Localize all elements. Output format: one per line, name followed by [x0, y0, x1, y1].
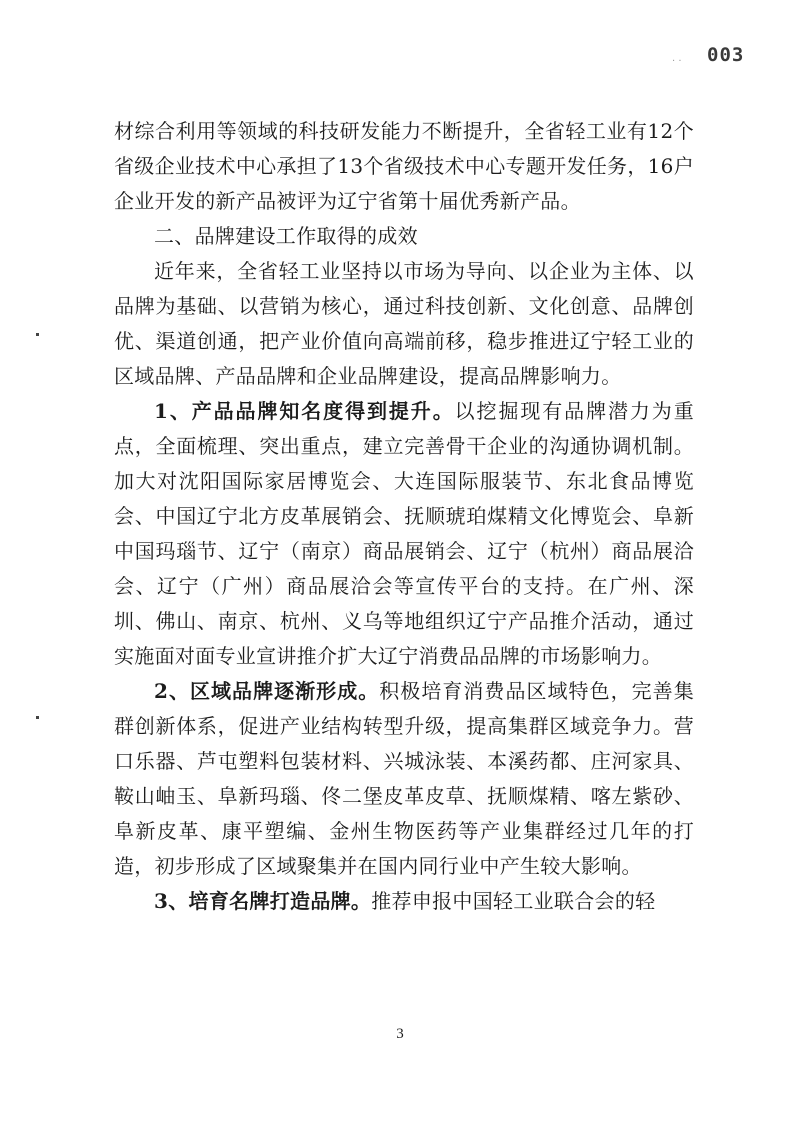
paragraph-intro: 近年来，全省轻工业坚持以市场为导向、以企业为主体、以品牌为基础、以营销为核心，通过科技创新、文化创意、品牌创优、渠道创通，把产业价值向高端前移，稳步推进辽宁轻工业的区域品牌、产品品牌和企业品牌建设，提高品牌影响力。: [114, 259, 694, 388]
paragraph-famous-brand: [114, 884, 694, 919]
section-heading: 二、品牌建设工作取得的成效: [154, 224, 418, 248]
paragraph-body: 推荐申报中国轻工业联合会的轻: [371, 889, 656, 913]
paragraph-lead-bold: 3、培育名牌打造品牌。: [154, 889, 372, 913]
paragraph-regional-brand: [114, 674, 694, 884]
margin-mark: [36, 716, 39, 719]
page-number: 3: [396, 1026, 404, 1042]
paragraph-continuation: 材综合利用等领域的科技研发能力不断提升，全省轻工业有12个省级企业技术中心承担了13个省级技术中心专题开发任务，16户企业开发的新产品被评为辽宁省第十届优秀新产品。: [114, 119, 694, 213]
paragraph-body: 以挖掘现有品牌潜力为重点，全面梳理、突出重点，建立完善骨干企业的沟通协调机制。加大对沈阳国际家居博览会、大连国际服装节、东北食品博览会、中国辽宁北方皮革展销会、抚顺琥珀煤精文化博览会、阜新中国玛瑙节、辽宁（南京）商品展销会、辽宁（杭州）商品展洽会、辽宁（广州）商品展洽会等宣传平台的支持。在广州、深圳、佛山、南京、杭州、义乌等地组织辽宁产品推介活动，通过实施面对面专业宣讲推介扩大辽宁消费品品牌的市场影响力。: [114, 399, 694, 668]
document-body: [114, 114, 694, 919]
paragraph-body: 积极培育消费品区域特色，完善集群创新体系，促进产业结构转型升级，提高集群区域竞争力。营口乐器、芦屯塑料包装材料、兴城泳装、本溪药都、庄河家具、鞍山岫玉、阜新玛瑙、佟二堡皮革皮草、抚顺煤精、喀左紫砂、阜新皮革、康平塑编、金州生物医药等产业集群经过几年的打造，初步形成了区域聚集并在国内同行业中产生较大影响。: [114, 679, 695, 878]
paragraph-lead-bold: 1、产品品牌知名度得到提升。: [154, 399, 455, 423]
paragraph-lead-bold: 2、区域品牌逐渐形成。: [154, 679, 380, 703]
margin-mark: [36, 333, 39, 336]
paragraph-product-brand: [114, 394, 694, 674]
page-stamp-dots: · ·: [672, 56, 682, 67]
page-stamp-number: 003: [707, 44, 745, 66]
